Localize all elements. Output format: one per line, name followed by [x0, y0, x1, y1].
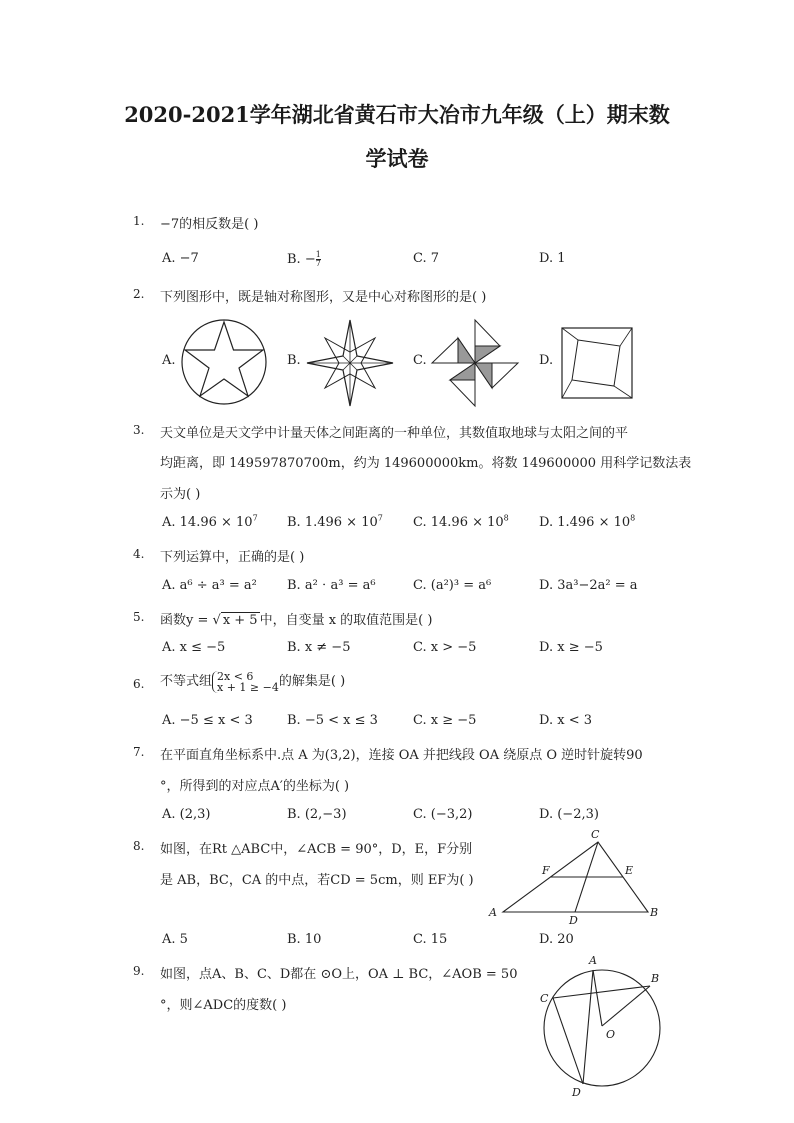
question-number: 3. — [133, 423, 145, 437]
label-b: B — [651, 972, 660, 985]
question-number: 8. — [133, 839, 145, 853]
option-d-exponent: 8 — [630, 513, 636, 523]
option-a-text: A. 14.96 × 10 — [162, 515, 253, 530]
question-stem-line1: 如图，在Rt △ABC中，∠ACB = 90°，D，E，F分别 — [160, 842, 473, 857]
label-o: O — [606, 1028, 616, 1041]
label-e: E — [625, 864, 634, 877]
option-a-exponent: 7 — [252, 513, 258, 523]
stem-prefix: 函数y = — [160, 613, 213, 628]
stem-suffix: 中，自变量 x 的取值范围是( ) — [259, 613, 433, 628]
label-d: D — [572, 1086, 581, 1099]
label-f: F — [542, 864, 550, 877]
option-a[interactable]: A. −7 — [162, 251, 199, 266]
option-d[interactable]: D. 1 — [539, 251, 566, 266]
question-number: 2. — [133, 287, 145, 301]
option-d-text: D. 1.496 × 10 — [539, 515, 631, 530]
fraction — [316, 251, 321, 268]
question-number: 6. — [133, 677, 145, 691]
radicand: x + 5 — [222, 613, 258, 628]
option-c[interactable]: C. x > −5 — [413, 640, 477, 655]
pinwheel-figure — [430, 318, 520, 408]
label-a: A — [589, 954, 597, 967]
question-number: 7. — [133, 745, 145, 759]
option-d[interactable]: D. 3a³−2a² = a — [539, 578, 638, 593]
option-d[interactable] — [539, 515, 635, 530]
option-c[interactable]: C. 15 — [413, 932, 448, 947]
option-b-exponent: 7 — [377, 513, 383, 523]
option-b[interactable]: B. (2,−3) — [287, 807, 347, 822]
star-in-circle-figure — [180, 318, 268, 406]
option-a[interactable]: A. (2,3) — [162, 807, 211, 822]
circle-figure — [535, 950, 670, 1100]
question-stem: 下列运算中，正确的是( ) — [160, 550, 305, 565]
fraction-numerator: 1 — [315, 250, 321, 259]
stem-suffix: 的解集是( ) — [278, 674, 346, 689]
option-d[interactable]: D. — [539, 353, 554, 368]
option-b[interactable]: B. a² ⋅ a³ = a⁶ — [287, 578, 376, 593]
option-a[interactable] — [162, 515, 258, 530]
question-stem — [160, 670, 345, 693]
compass-star-figure — [305, 318, 395, 408]
option-a[interactable]: A. — [162, 353, 176, 368]
question-stem: −7的相反数是( ) — [160, 217, 259, 232]
option-b[interactable]: B. x ≠ −5 — [287, 640, 351, 655]
inequality-system — [212, 671, 279, 693]
question-stem-line1: 天文单位是天文学中计量天体之间距离的一种单位，其数值取地球与太阳之间的平 — [160, 426, 629, 441]
question-stem-line2: 均距离，即 149597870700m，约为 149600000km。将数 149600000 用科学记数法表 — [160, 456, 692, 471]
question-number: 1. — [133, 214, 145, 228]
question-stem: 下列图形中，既是轴对称图形，又是中心对称图形的是( ) — [160, 290, 487, 305]
question-stem-line3: 示为( ) — [160, 487, 201, 502]
option-a[interactable]: A. x ≤ −5 — [162, 640, 226, 655]
option-b[interactable] — [287, 251, 321, 268]
option-c[interactable]: C. (a²)³ = a⁶ — [413, 578, 492, 593]
option-c[interactable]: C. (−3,2) — [413, 807, 473, 822]
label-d: D — [569, 914, 578, 927]
square-in-square-figure — [560, 326, 634, 400]
option-b[interactable]: B. −5 < x ≤ 3 — [287, 713, 378, 728]
system-line2: x + 1 ≥ −4 — [217, 680, 279, 694]
fraction-denominator: 7 — [315, 259, 321, 268]
option-d[interactable]: D. x < 3 — [539, 713, 592, 728]
option-a[interactable]: A. a⁶ ÷ a³ = a² — [162, 578, 257, 593]
question-number: 4. — [133, 547, 145, 561]
option-c[interactable] — [413, 515, 509, 530]
system-line1: 2x < 6 — [217, 669, 254, 683]
option-b-text: B. − — [287, 252, 316, 267]
option-a[interactable]: A. 5 — [162, 932, 188, 947]
question-number: 5. — [133, 610, 145, 624]
option-d[interactable]: D. (−2,3) — [539, 807, 599, 822]
stem-prefix: 不等式组 — [160, 674, 213, 689]
option-b[interactable]: B. — [287, 353, 301, 368]
option-b[interactable] — [287, 515, 383, 530]
option-a[interactable]: A. −5 ≤ x < 3 — [162, 713, 253, 728]
triangle-figure — [485, 826, 665, 926]
option-c-text: C. 14.96 × 10 — [413, 515, 504, 530]
label-c: C — [540, 992, 549, 1005]
label-c: C — [591, 828, 600, 841]
question-stem-line2: °，所得到的对应点A′的坐标为( ) — [160, 779, 350, 794]
option-b[interactable]: B. 10 — [287, 932, 322, 947]
question-stem-line2: 是 AB，BC，CA 的中点，若CD = 5cm，则 EF为( ) — [160, 873, 474, 888]
option-b-text: B. 1.496 × 10 — [287, 515, 378, 530]
option-c[interactable]: C. — [413, 353, 427, 368]
question-stem-line2: °，则∠ADC的度数( ) — [160, 998, 287, 1013]
question-stem-line1: 在平面直角坐标系中.点 A 为(3,2)，连接 OA 并把线段 OA 绕原点 O 逆时针旋转90 — [160, 748, 643, 763]
option-d[interactable]: D. x ≥ −5 — [539, 640, 603, 655]
exam-title-line1: 2020-2021学年湖北省黄石市大冶市九年级（上）期末数 — [124, 102, 670, 127]
label-b: B — [650, 906, 659, 919]
option-c[interactable]: C. 7 — [413, 251, 440, 266]
question-stem: 函数y = √ x + 5 中，自变量 x 的取值范围是( ) — [160, 613, 433, 628]
question-number: 9. — [133, 964, 145, 978]
question-stem-line1: 如图，点A、B、C、D都在 ⊙O上，OA ⊥ BC，∠AOB = 50 — [160, 967, 518, 982]
option-d[interactable]: D. 20 — [539, 932, 574, 947]
exam-title-line2: 学试卷 — [365, 146, 429, 171]
option-c[interactable]: C. x ≥ −5 — [413, 713, 477, 728]
option-c-exponent: 8 — [503, 513, 509, 523]
label-a: A — [489, 906, 497, 919]
